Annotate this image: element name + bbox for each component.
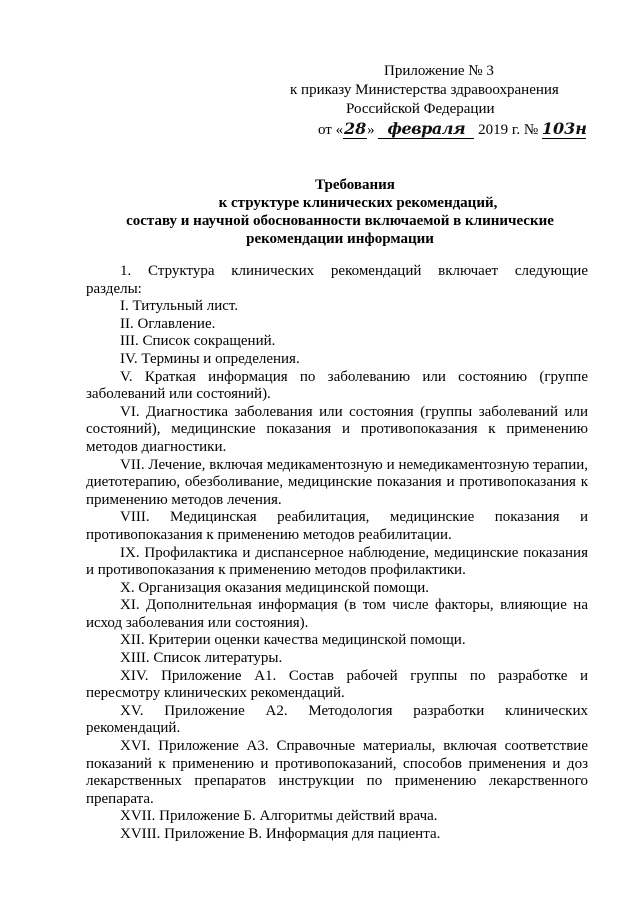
appendix-date-line <box>290 119 610 140</box>
appendix-title: Приложение № 3 <box>384 63 494 79</box>
section-item: XVI. Приложение А3. Справочные материалы, включая соответствие показаний к применению и противопоказаний, способов применения и доз лекарственных препаратов инструкции по применению лекарственного препарата. <box>86 738 588 807</box>
section-item: IV. Термины и определения. <box>120 350 300 367</box>
appendix-order-line: к приказу Министерства здравоохранения <box>290 82 559 98</box>
section-item: III. Список сокращений. <box>120 333 276 350</box>
section-item: V. Краткая информация по заболеванию или состоянию (группе заболеваний или состояний). <box>86 368 588 403</box>
section-item: VII. Лечение, включая медикаментозную и немедикаментозную терапии, диетотерапию, обезболивание, медицинские показания и противопоказания к применению методов лечения. <box>86 456 588 508</box>
section-item: XVIII. Приложение В. Информация для пациента. <box>120 826 441 842</box>
handwritten-month: февраля <box>378 119 474 138</box>
paragraph-intro-a: 1. Структура клинических рекомендаций включает следующие <box>120 263 588 279</box>
document-body <box>86 263 588 844</box>
title-line-2: к структуре клинических рекомендаций, <box>218 195 498 211</box>
section-item: II. Оглавление. <box>120 315 216 332</box>
section-item: VI. Диагностика заболевания или состояния (группы заболеваний или состояний), медицинские показания и противопоказания к применению методов диагностики. <box>86 403 588 455</box>
title-line-4: рекомендации информации <box>246 231 434 247</box>
appendix-header <box>290 62 610 140</box>
title-line-1: Требования <box>315 177 395 193</box>
handwritten-day: 28 <box>343 119 367 138</box>
section-item: XII. Критерии оценки качества медицинской помощи. <box>120 632 466 649</box>
section-item: XV. Приложение А2. Методология разработки клинических рекомендаций. <box>86 702 588 737</box>
title-line-3: составу и научной обоснованности включаемой в клинические <box>126 213 554 229</box>
section-item: XIII. Список литературы. <box>120 650 283 667</box>
section-item: XIV. Приложение А1. Состав рабочей группы по разработке и пересмотру клинических рекомендаций. <box>86 667 588 702</box>
section-item: X. Организация оказания медицинской помощи. <box>120 579 430 596</box>
document-title <box>80 176 600 248</box>
date-quote-close: » <box>367 122 375 138</box>
section-item: XI. Дополнительная информация (в том числе факторы, влияющие на исход заболевания или состояния). <box>86 597 588 631</box>
section-item: IX. Профилактика и диспансерное наблюдение, медицинские показания и противопоказания к применению методов профилактики. <box>86 544 588 579</box>
handwritten-order-number: 103н <box>541 119 587 138</box>
section-item: XVII. Приложение Б. Алгоритмы действий врача. <box>120 808 438 825</box>
section-item: I. Титульный лист. <box>120 298 239 315</box>
section-item: VIII. Медицинская реабилитация, медицинские показания и противопоказания к применению методов реабилитации. <box>86 509 588 543</box>
appendix-country-line: Российской Федерации <box>346 101 495 117</box>
date-year: 2019 г. № <box>478 122 539 138</box>
date-prefix: от « <box>318 122 344 138</box>
paragraph-intro-b: разделы: <box>86 280 142 297</box>
